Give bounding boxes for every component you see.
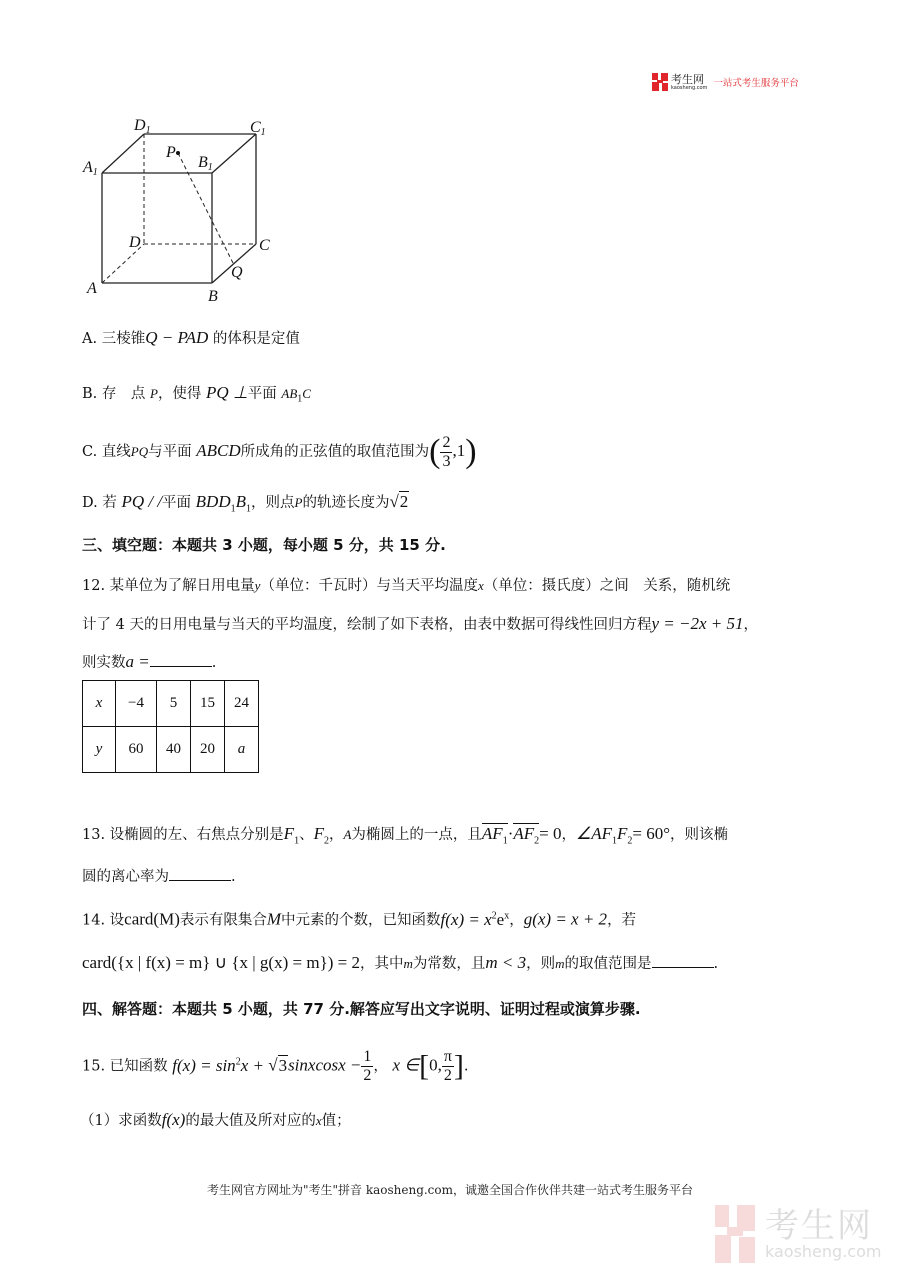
math-expr: AF [481, 824, 503, 843]
q14-text: 的取值范围是 [564, 956, 652, 972]
math-expr: AF [513, 824, 535, 843]
q12-text: 则实数 [82, 655, 126, 671]
math-var: P [294, 495, 303, 510]
q13-text: ， [561, 827, 576, 843]
frac-den: 3 [442, 452, 451, 470]
table-cell: 40 [157, 727, 191, 773]
watermark-logo-icon [715, 1205, 755, 1263]
q13-line2 [82, 866, 236, 887]
math-var: F [313, 824, 324, 843]
math-sub: 1 [230, 503, 236, 515]
q12-line1 [82, 576, 730, 596]
option-c [82, 433, 477, 471]
math-expr: C [302, 386, 311, 401]
q12-text: 12. 某单位为了解日用电量 [82, 578, 255, 594]
logo-text [671, 74, 707, 91]
watermark-name: 考生网 [765, 1206, 873, 1246]
math-var: x [315, 1113, 322, 1128]
q14-text: 14. 设 [82, 912, 125, 929]
header-slogan: 一站式考生服务平台 [713, 78, 799, 89]
option-text: 存 点 [101, 386, 146, 402]
math-expr: f(x) = x [440, 909, 492, 929]
label-d: D [129, 234, 141, 251]
label-c: C [259, 237, 270, 254]
option-text: ，则点 [251, 495, 295, 511]
data-table [82, 680, 259, 773]
math-sup: 2 [491, 910, 497, 921]
regression-equation: y = −2x + 51 [651, 614, 744, 633]
q13-text: 为椭圆上的一点，且 [351, 827, 482, 843]
option-text: 三棱锥 [101, 331, 146, 347]
cube-figure [70, 105, 290, 305]
q12-line3 [82, 652, 216, 673]
math-expr: card({x | f(x) = m} ∪ {x | g(x) = m}) = 2 [82, 953, 360, 972]
section3-heading: 三、填空题：本题共 3 小题，每小题 5 分，共 15 分. [82, 536, 446, 554]
q14-line1 [82, 906, 636, 931]
answer-blank[interactable] [652, 953, 714, 968]
option-letter: B. [82, 386, 98, 402]
math-sub: 1 [297, 393, 303, 405]
table-header-cell: y [83, 727, 116, 773]
sqrt-expr: √3 [268, 1055, 288, 1075]
edge-a1d1 [102, 134, 144, 173]
q15-text: . [463, 1058, 469, 1075]
q13-text: 圆的离心率为 [82, 869, 169, 885]
math-sup: 2 [235, 1056, 241, 1067]
q14-text: ，若 [607, 912, 637, 929]
label-b1: B1 [198, 154, 213, 173]
header-logo [652, 73, 799, 91]
math-expr: x ∈ [392, 1055, 420, 1075]
q14-text: ，则 [526, 956, 556, 972]
frac-num: 2 [442, 433, 451, 451]
math-expr: x + [240, 1055, 269, 1075]
q12-line2 [82, 614, 758, 635]
math-var: m [403, 956, 413, 971]
math-var: A [343, 827, 352, 842]
label-p: P [166, 144, 176, 161]
table-row [83, 727, 259, 773]
math-expr: e [496, 909, 505, 929]
q14-text: ，其中 [359, 956, 404, 972]
watermark-url: kaosheng.com [765, 1242, 882, 1261]
q12-text: . [211, 655, 217, 671]
math-expr: ABCD [196, 441, 241, 460]
math-var: F [283, 824, 295, 843]
q15-text: （1）求函数 [80, 1113, 162, 1129]
option-text: 的轨迹长度为 [302, 495, 390, 511]
table-cell: 15 [191, 681, 225, 727]
vector-af2: $AF_2$ [513, 824, 540, 847]
math-sub: 1 [246, 503, 251, 515]
option-text: ，使得 [157, 386, 202, 402]
logo-url: kaosheng.com [671, 84, 708, 91]
table-cell: −4 [116, 681, 157, 727]
q13-text: 13. 设椭圆的左、右焦点分别是 [82, 827, 284, 843]
table-cell: a [225, 727, 259, 773]
answer-blank[interactable] [150, 652, 212, 667]
sqrt-radicand: 2 [399, 492, 409, 511]
q13-text: . [231, 869, 236, 885]
math-expr: AB [281, 386, 298, 401]
math-var: x [477, 578, 484, 593]
math-expr: B [235, 492, 246, 511]
q14-text: . [713, 956, 719, 972]
math-expr: f(x) [161, 1110, 186, 1129]
q13-line1: 13. 设椭圆的左、右焦点分别是$F_1$、$F_2$，A为椭圆上的一点，且$AF_1\cdot AF_2= 0$，$\angle AF_1F_2= 60^\circ$，则该椭 [82, 824, 729, 847]
label-a1: A1 [83, 159, 98, 178]
q15-text: ， [373, 1058, 388, 1075]
math-var: m [555, 956, 565, 971]
label-c1: C1 [250, 119, 266, 138]
answer-blank[interactable] [169, 866, 231, 881]
math-expr: m < 3 [485, 953, 527, 972]
q15-text: 值； [321, 1113, 351, 1129]
option-b [82, 383, 311, 410]
math-expr: sinxcosx − [288, 1055, 362, 1075]
label-q: Q [231, 264, 243, 281]
option-text: 与平面 [148, 444, 192, 460]
q12-text: 计了 4 天的日用电量与当天的平均温度，绘制了如下表格，由表中数据可得线性回归方程 [82, 617, 652, 633]
q14-line2 [82, 953, 718, 974]
q15-text: 的最大值及所对应的 [185, 1113, 316, 1129]
frac-num: π [443, 1048, 452, 1066]
q13-text: ，则该椭 [670, 827, 729, 843]
sqrt-radicand: 3 [278, 1055, 288, 1075]
table-cell: 24 [225, 681, 259, 727]
fraction [440, 434, 452, 471]
table-cell: 5 [157, 681, 191, 727]
math-expr: PQ ⊥ [206, 383, 248, 402]
section4-heading: 四、解答题：本题共 5 小题，共 77 分.解答应写出文字说明、证明过程或演算步骤. [82, 1000, 641, 1018]
option-letter: C. [82, 444, 98, 460]
bracket-close: ] [453, 1049, 464, 1083]
label-d1: D1 [134, 117, 151, 136]
frac-den: 2 [443, 1067, 452, 1085]
point-p [176, 151, 180, 155]
q12-text: （单位：千瓦时）与当天平均温度 [260, 578, 478, 594]
math-expr: PQ / / [121, 492, 163, 511]
math-expr: ∠AF [575, 824, 612, 843]
q12-text: ， [743, 617, 758, 633]
sqrt-expr: √2 [389, 492, 409, 511]
frac-num: 1 [363, 1048, 372, 1066]
math-expr: g(x) = x + 2 [523, 909, 608, 929]
table-header-cell: x [83, 681, 116, 727]
math-expr: ,1 [452, 441, 466, 460]
vector-af1: $AF_1$ [481, 824, 508, 847]
math-expr: card(M) [124, 909, 180, 929]
math-sup: x [504, 910, 510, 921]
logo-name: 考生网 [671, 72, 704, 86]
kaosheng-logo-icon [652, 73, 668, 91]
option-text: 平面 [162, 495, 192, 511]
table-cell: 20 [191, 727, 225, 773]
paren-close: ) [465, 433, 477, 470]
math-var: P [149, 386, 158, 401]
label-b: B [208, 288, 218, 305]
footer-text: 考生网官方网址为"考生"拼音 kaosheng.com，诚邀全国合作伙伴共建一站式考生服务平台 [206, 1183, 694, 1197]
option-d [82, 492, 409, 519]
q14-text: 为常数，且 [412, 956, 486, 972]
q15-stem [82, 1040, 469, 1089]
q12-text: （单位：摄氏度）之间 关系，随机统 [483, 578, 731, 594]
math-var: y [254, 578, 261, 593]
option-text: 直线 [101, 444, 131, 460]
table-cell: 60 [116, 727, 157, 773]
option-text: 的体积是定值 [212, 331, 300, 347]
option-text: 平面 [247, 386, 277, 402]
q14-text: ， [509, 912, 524, 929]
q14-text: 中元素的个数，已知函数 [281, 912, 441, 929]
math-expr: = 60° [632, 824, 671, 843]
watermark [715, 1205, 881, 1263]
q15-sub1 [80, 1110, 351, 1131]
math-expr: = 0 [539, 824, 562, 843]
paren-open: ( [429, 433, 441, 470]
option-text: 若 [102, 495, 117, 511]
option-letter: D. [82, 495, 98, 511]
label-a: A [87, 280, 97, 297]
math-expr: · [507, 824, 514, 843]
math-var: PQ [130, 444, 149, 459]
math-var: M [266, 909, 282, 929]
math-expr: 0, [429, 1055, 442, 1075]
math-expr: f(x) = sin [172, 1055, 236, 1075]
frac-den: 2 [363, 1067, 372, 1085]
option-letter: A. [82, 331, 98, 347]
q13-text: ， [328, 827, 344, 843]
option-a [82, 328, 300, 349]
math-expr: Q − PAD [145, 328, 209, 347]
math-expr: F [617, 824, 628, 843]
q14-text: 表示有限集合 [179, 912, 267, 929]
table-row [83, 681, 259, 727]
math-expr: a = [125, 652, 150, 671]
q13-text: 、 [299, 827, 314, 843]
math-expr: BDD [195, 492, 231, 511]
edge-b1c1 [212, 134, 256, 173]
fraction-pi-half [442, 1048, 454, 1085]
bracket-open: [ [419, 1049, 430, 1083]
fraction-half [361, 1048, 373, 1085]
q15-text: 15. 已知函数 [82, 1058, 168, 1075]
option-text: 所成角的正弦值的取值范围为 [240, 444, 430, 460]
